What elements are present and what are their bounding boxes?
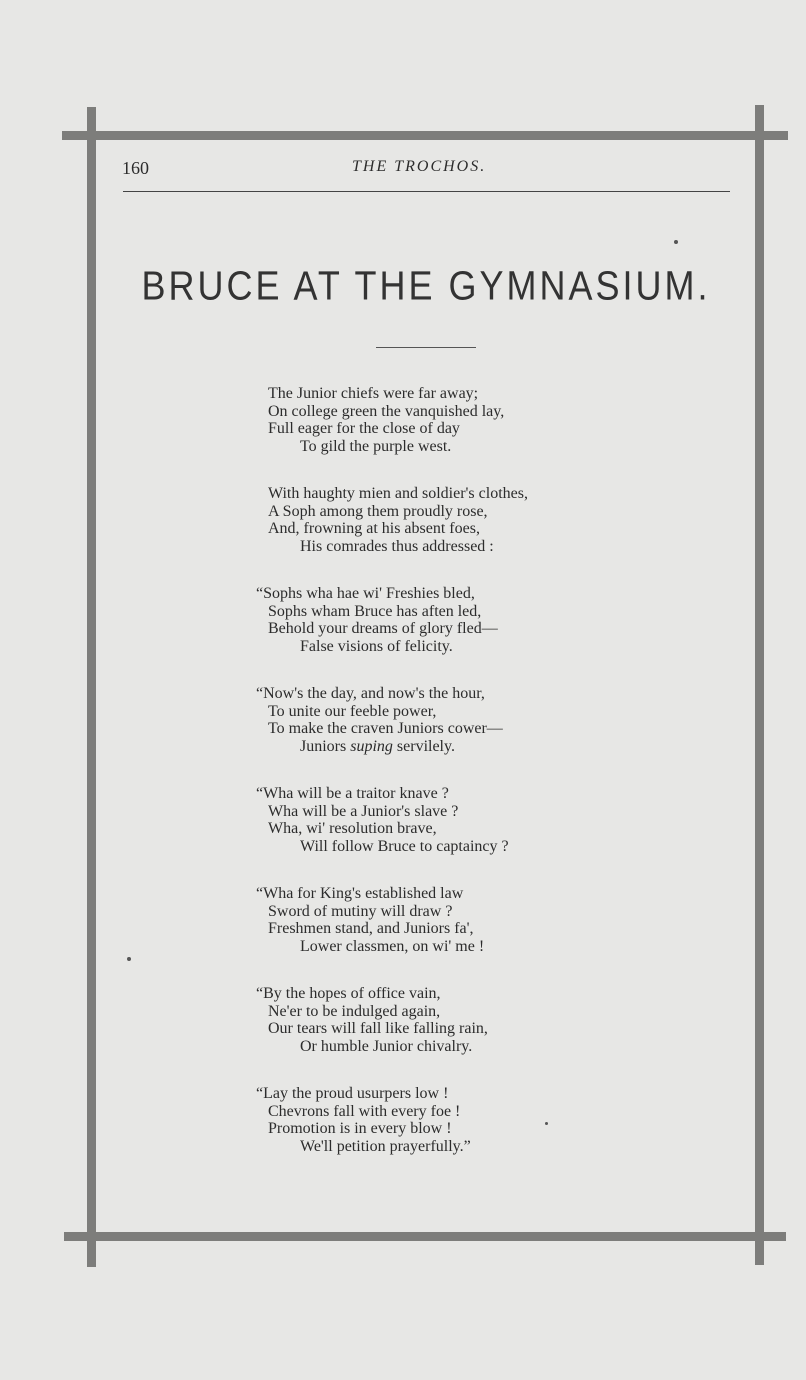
stanza (256, 385, 676, 455)
poem-line-text: servilely. (392, 737, 455, 755)
poem-line: The Junior chiefs were far away; (268, 385, 479, 402)
poem-line: His comrades thus addressed : (300, 537, 494, 555)
poem-line: “Wha for King's established law (256, 885, 464, 902)
emphasized-word: suping (350, 737, 393, 755)
running-title: THE TROCHOS. (352, 158, 487, 175)
poem-line: Sophs wham Bruce has aften led, (268, 602, 482, 620)
poem-line: To gild the purple west. (300, 437, 452, 455)
border-rule-left (87, 107, 96, 1267)
poem-line: Sword of mutiny will draw ? (268, 902, 453, 920)
ink-speck (545, 1122, 548, 1125)
poem-line: And, frowning at his absent foes, (268, 520, 480, 537)
ink-speck (127, 957, 131, 961)
poem-line: Lower classmen, on wi' me ! (300, 937, 485, 955)
poem-line: Will follow Bruce to captaincy ? (300, 837, 509, 855)
title-divider (376, 347, 476, 348)
poem-line: Or humble Junior chivalry. (300, 1037, 473, 1055)
poem-line: To unite our feeble power, (268, 702, 437, 720)
stanza (256, 585, 676, 655)
poem-line: With haughty mien and soldier's clothes, (268, 485, 528, 502)
poem-line: Chevrons fall with every foe ! (268, 1102, 461, 1120)
page-number: 160 (122, 158, 149, 178)
poem-line: A Soph among them proudly rose, (268, 502, 488, 520)
poem-line: Wha will be a Junior's slave ? (268, 802, 459, 820)
poem-line: False visions of felicity. (300, 637, 453, 655)
ink-speck (674, 240, 678, 244)
poem-line: “Now's the day, and now's the hour, (256, 685, 485, 702)
poem-title: BRUCE AT THE GYMNASIUM. (141, 262, 711, 309)
stanza (256, 485, 676, 555)
poem-line: To make the craven Juniors cower— (268, 720, 503, 737)
stanza (256, 985, 676, 1055)
poem-body (256, 385, 676, 1185)
poem-line: Ne'er to be indulged again, (268, 1002, 441, 1020)
poem-line: “By the hopes of office vain, (256, 985, 441, 1002)
poem-line: “Sophs wha hae wi' Freshies bled, (256, 585, 475, 602)
poem-line: Freshmen stand, and Juniors fa', (268, 920, 474, 937)
border-rule-top (62, 131, 788, 140)
stanza (256, 785, 676, 855)
poem-line-text: Juniors (300, 737, 351, 755)
poem-line: Full eager for the close of day (268, 420, 460, 437)
poem-line: Behold your dreams of glory fled— (268, 620, 498, 637)
poem-line: “Wha will be a traitor knave ? (256, 785, 449, 802)
stanza (256, 885, 676, 955)
border-rule-bottom (64, 1232, 786, 1241)
poem-line: Promotion is in every blow ! (268, 1120, 452, 1137)
header-divider (123, 191, 730, 192)
poem-line: Our tears will fall like falling rain, (268, 1020, 488, 1037)
stanza (256, 1085, 676, 1155)
stanza (256, 685, 676, 755)
poem-line: We'll petition prayerfully.” (300, 1137, 471, 1155)
poem-line: Wha, wi' resolution brave, (268, 820, 437, 837)
poem-line: “Lay the proud usurpers low ! (256, 1085, 449, 1102)
poem-line: On college green the vanquished lay, (268, 402, 505, 420)
border-rule-right (755, 105, 764, 1265)
poem-line (256, 738, 676, 756)
